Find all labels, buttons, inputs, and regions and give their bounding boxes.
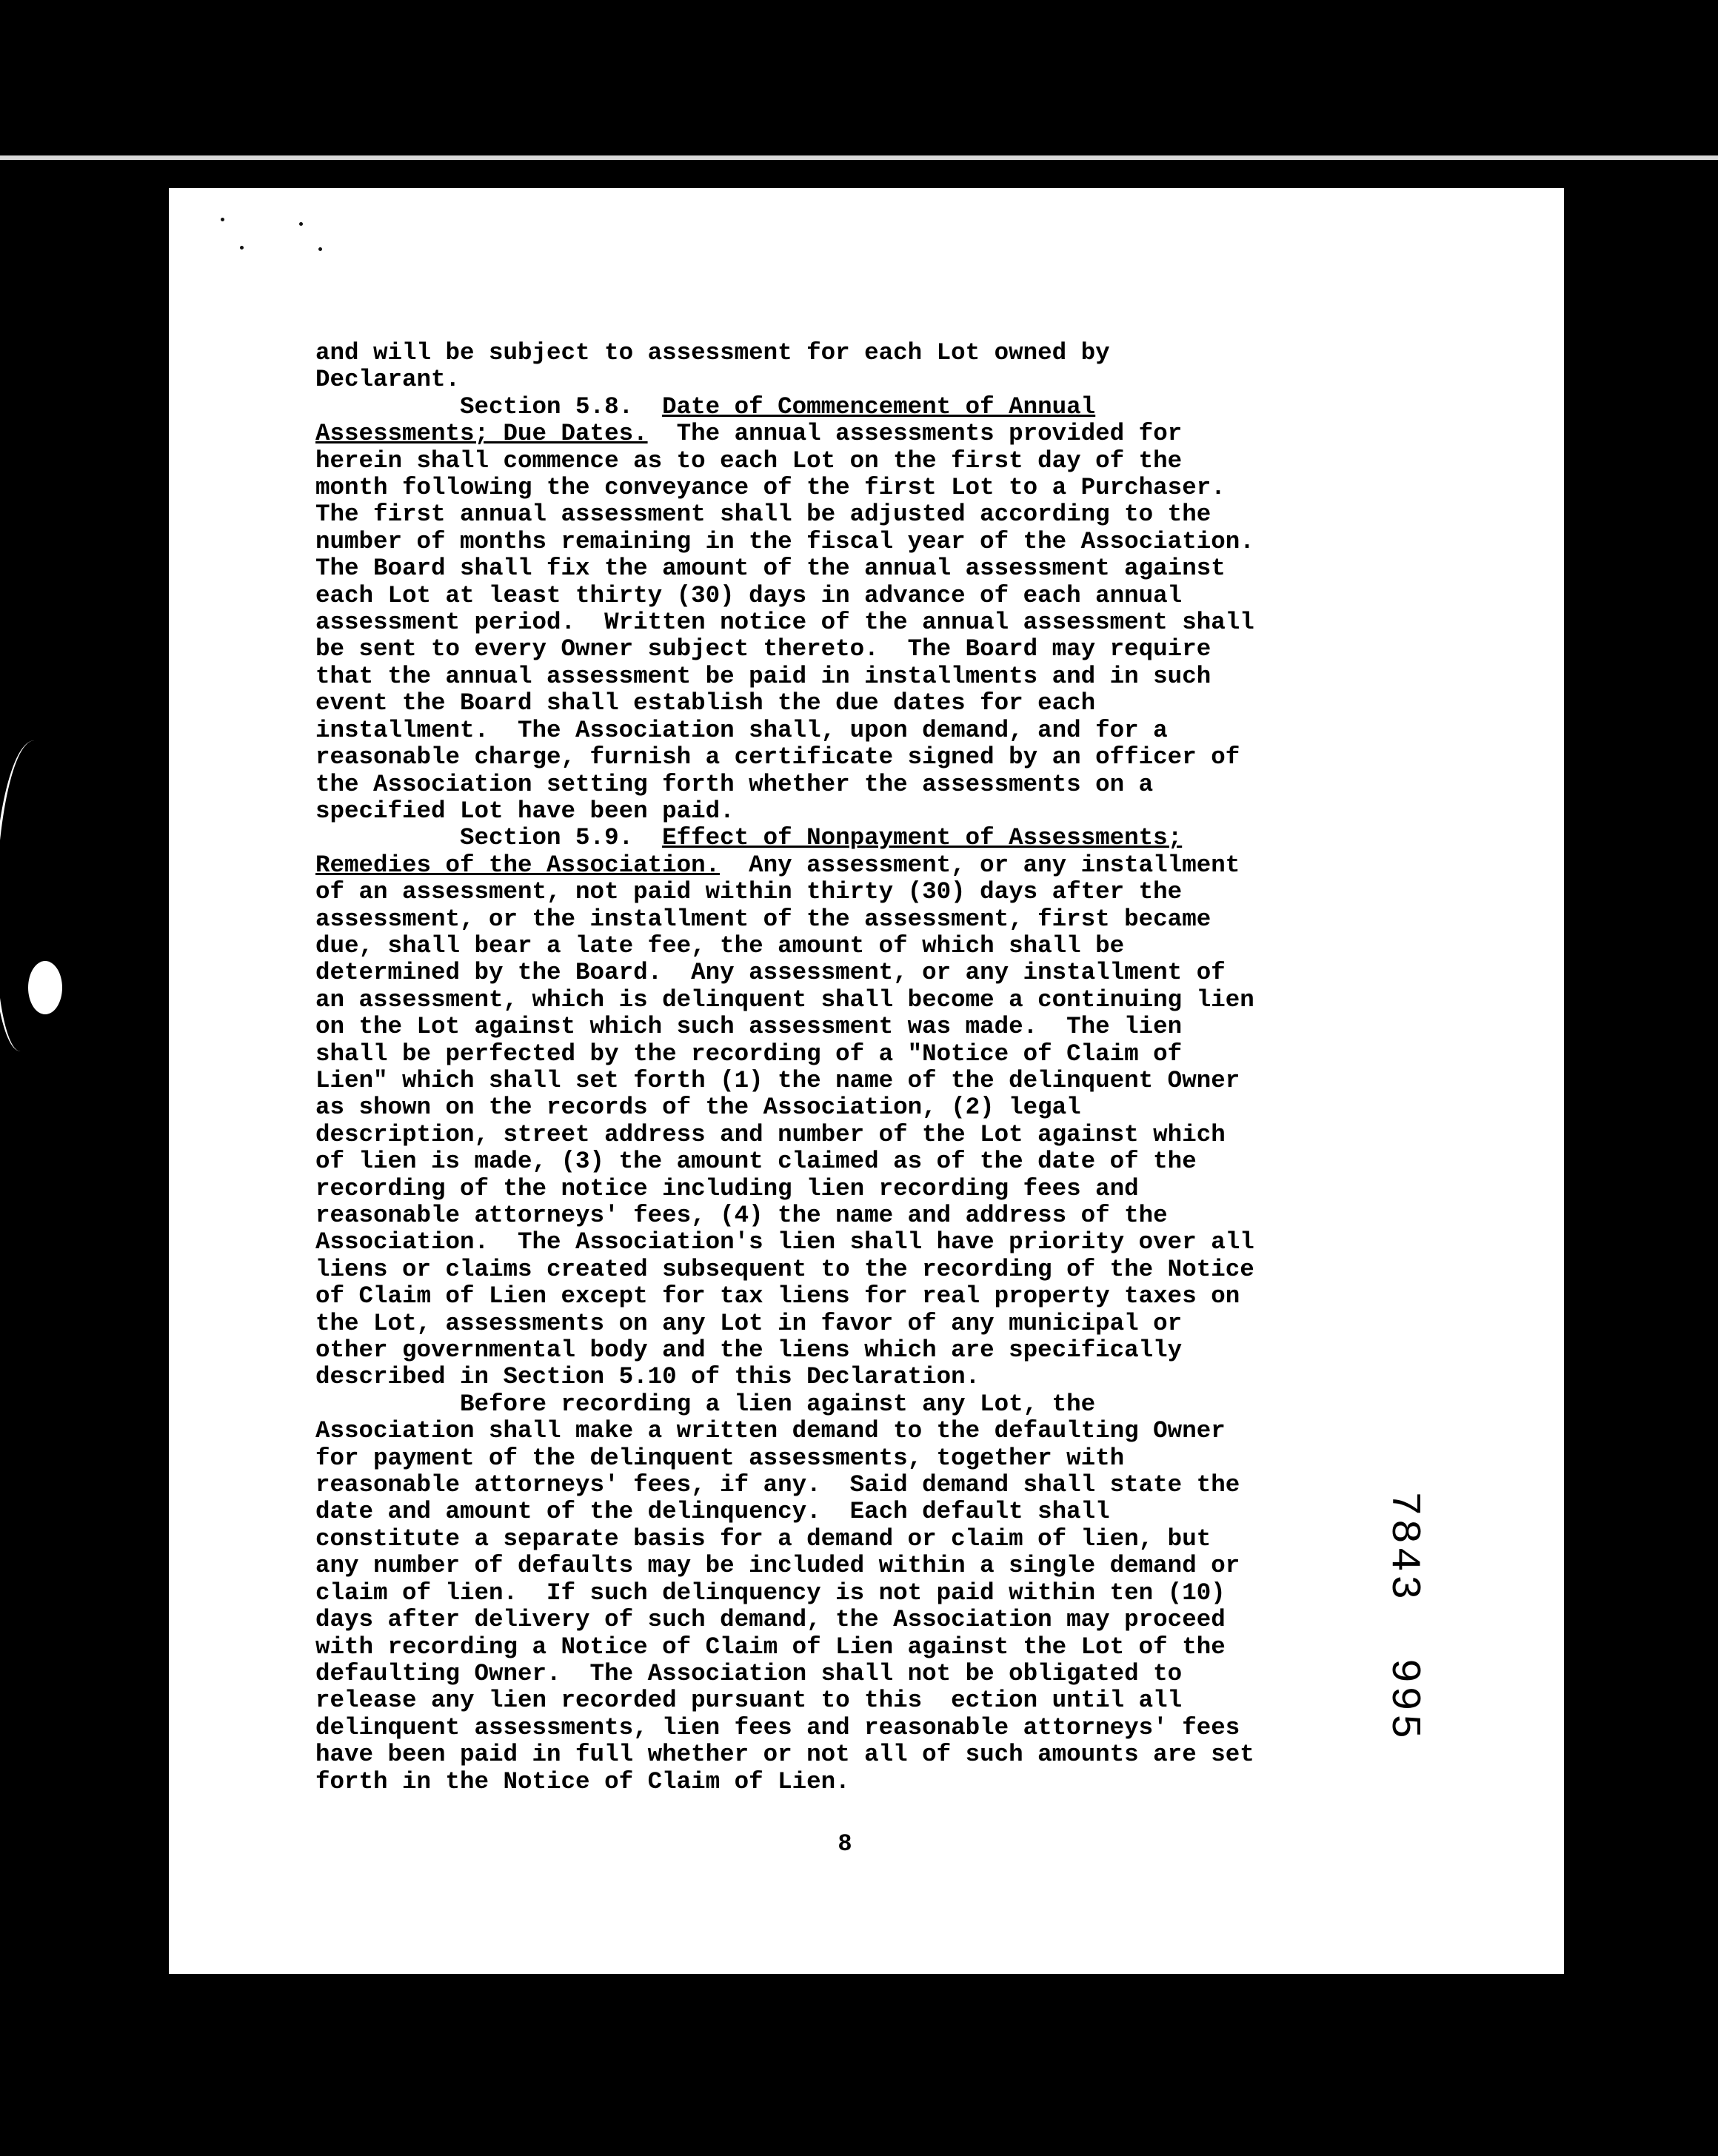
text-line (315, 1687, 1545, 1714)
text-line (315, 744, 1545, 771)
text-line (315, 1122, 1545, 1148)
text-line (315, 1148, 1545, 1175)
text-run: on the Lot against which such assessment was made. The lien (315, 1013, 1183, 1041)
text-run: of Claim of Lien except for tax liens for real property taxes on (315, 1282, 1240, 1310)
text-line (315, 933, 1545, 960)
page-number: 8 (838, 1830, 852, 1858)
text-run: release any lien recorded pursuant to this ection until all (315, 1687, 1183, 1715)
text-line (315, 1041, 1545, 1068)
text-run: defaulting Owner. The Association shall not be obligated to (315, 1659, 1183, 1687)
text-run: and will be subject to assessment for each Lot owned by (315, 339, 1110, 366)
section-heading: Date of Commencement of Annual (662, 392, 1096, 421)
text-run: the Association setting forth whether the assessments on a (315, 770, 1154, 798)
text-run: event the Board shall establish the due dates for each (315, 689, 1096, 717)
text-run: shall be perfected by the recording of a "Notice of Claim of (315, 1040, 1183, 1068)
text-line (315, 1229, 1545, 1256)
text-run: description, street address and number of the Lot against which (315, 1120, 1226, 1148)
text-line (315, 555, 1545, 582)
text-line (315, 1310, 1545, 1337)
text-run: delinquent assessments, lien fees and reasonable attorneys' fees (315, 1713, 1240, 1741)
text-run: an assessment, which is delinquent shall become a continuing lien (315, 985, 1254, 1014)
text-line (315, 1445, 1545, 1472)
text-line (315, 717, 1545, 744)
text-line (315, 609, 1545, 636)
text-line (315, 1202, 1545, 1229)
text-run: that the annual assessment be paid in installments and in such (315, 662, 1211, 690)
text-line (315, 1634, 1545, 1661)
text-line (315, 879, 1545, 905)
text-run: Association shall make a written demand to the defaulting Owner (315, 1417, 1226, 1445)
text-line (315, 825, 1545, 851)
text-line (315, 1094, 1545, 1121)
text-line (315, 529, 1545, 555)
text-run: days after delivery of such demand, the Association may proceed (315, 1606, 1226, 1634)
text-run: installment. The Association shall, upon demand, and for a (315, 716, 1168, 744)
text-run: have been paid in full whether or not all of such amounts are set (315, 1741, 1254, 1769)
text-run: liens or claims created subsequent to the recording of the Notice (315, 1255, 1254, 1283)
text-line (315, 394, 1545, 421)
text-line (315, 1715, 1545, 1741)
text-run: number of months remaining in the fiscal year of the Association. (315, 527, 1254, 555)
text-line (315, 1256, 1545, 1283)
text-run: Association. The Association's lien shall have priority over all (315, 1228, 1254, 1256)
text-run: forth in the Notice of Claim of Lien. (315, 1767, 850, 1795)
text-run: month following the conveyance of the first Lot to a Purchaser. (315, 474, 1226, 502)
text-line (315, 663, 1545, 690)
text-run: determined by the Board. Any assessment, or any installment of (315, 959, 1226, 987)
text-line (315, 583, 1545, 609)
text-run: reasonable attorneys' fees, if any. Said demand shall state the (315, 1471, 1240, 1499)
scanner-edge-line (0, 155, 1718, 160)
text-run: claim of lien. If such delinquency is not paid within ten (10) (315, 1578, 1226, 1607)
section-heading: Remedies of the Association. (315, 851, 721, 879)
text-line (315, 636, 1545, 663)
text-line (315, 1283, 1545, 1310)
text-line (315, 1068, 1545, 1094)
text-run: Before recording a lien against any Lot, the (315, 1390, 1096, 1418)
text-run: date and amount of the delinquency. Each default shall (315, 1498, 1110, 1526)
text-run: any number of defaults may be included within a single demand or (315, 1552, 1240, 1580)
text-line (315, 906, 1545, 933)
text-line (315, 771, 1545, 798)
text-run: The annual assessments provided for (647, 420, 1183, 448)
text-run: due, shall bear a late fee, the amount of which shall be (315, 931, 1125, 960)
text-line (315, 340, 1545, 366)
text-line (315, 1607, 1545, 1633)
text-line (315, 1741, 1545, 1768)
scan-hole-artifact (28, 961, 62, 1014)
text-line (315, 1526, 1545, 1553)
text-line (315, 1364, 1545, 1390)
text-line (315, 475, 1545, 501)
section-heading: Assessments; Due Dates. (315, 420, 648, 448)
text-run: Any assessment, or any installment (720, 851, 1240, 879)
text-run: as shown on the records of the Association, (2) legal (315, 1094, 1081, 1122)
text-run: for payment of the delinquent assessments, together with (315, 1444, 1125, 1472)
text-line (315, 1472, 1545, 1499)
text-line (315, 1769, 1545, 1795)
text-line (315, 960, 1545, 986)
text-run: reasonable charge, furnish a certificate signed by an officer of (315, 743, 1240, 771)
declaration-body-text (315, 340, 1545, 1795)
text-line (315, 1337, 1545, 1364)
text-line (315, 690, 1545, 717)
text-run: Declarant. (315, 366, 461, 394)
text-run: herein shall commence as to each Lot on the first day of the (315, 446, 1183, 475)
text-line (315, 798, 1545, 825)
text-run: each Lot at least thirty (30) days in advance of each annual (315, 581, 1183, 609)
text-run: The first annual assessment shall be adjusted according to the (315, 500, 1211, 529)
text-run: assessment, or the installment of the assessment, first became (315, 905, 1211, 933)
text-line (315, 1580, 1545, 1607)
text-run: reasonable attorneys' fees, (4) the name and address of the (315, 1202, 1168, 1229)
text-run: specified Lot have been paid. (315, 797, 735, 825)
text-run: of lien is made, (3) the amount claimed as of the date of the (315, 1148, 1197, 1176)
text-line (315, 501, 1545, 528)
text-line (315, 1661, 1545, 1687)
text-run: be sent to every Owner subject thereto. The Board may require (315, 635, 1211, 663)
text-line (315, 1499, 1545, 1525)
text-run: Section 5.9. (315, 824, 663, 852)
text-run: Lien" which shall set forth (1) the name of the delinquent Owner (315, 1066, 1240, 1094)
text-line (315, 1391, 1545, 1418)
text-line (315, 1553, 1545, 1579)
text-line (315, 1014, 1545, 1040)
text-run: other governmental body and the liens which are specifically (315, 1336, 1183, 1365)
text-run: described in Section 5.10 of this Declaration. (315, 1363, 980, 1391)
text-run: the Lot, assessments on any Lot in favor of any municipal or (315, 1309, 1183, 1337)
text-run: recording of the notice including lien recording fees and (315, 1174, 1139, 1202)
text-line (315, 1418, 1545, 1444)
document-page (169, 188, 1564, 1974)
text-run: with recording a Notice of Claim of Lien against the Lot of the (315, 1633, 1226, 1661)
text-run: constitute a separate basis for a demand or claim of lien, but (315, 1524, 1211, 1553)
text-line (315, 366, 1545, 393)
text-line (315, 448, 1545, 475)
text-run: of an assessment, not paid within thirty (30) days after the (315, 878, 1183, 906)
text-line (315, 1176, 1545, 1202)
text-line (315, 987, 1545, 1014)
section-heading: Effect of Nonpayment of Assessments; (662, 824, 1183, 852)
text-run: assessment period. Written notice of the annual assessment shall (315, 609, 1254, 637)
text-line (315, 852, 1545, 879)
book-page-stamp: 7843 995 (1380, 1491, 1428, 1742)
text-line (315, 421, 1545, 447)
text-run: The Board shall fix the amount of the annual assessment against (315, 555, 1226, 583)
text-run: Section 5.8. (315, 392, 663, 421)
